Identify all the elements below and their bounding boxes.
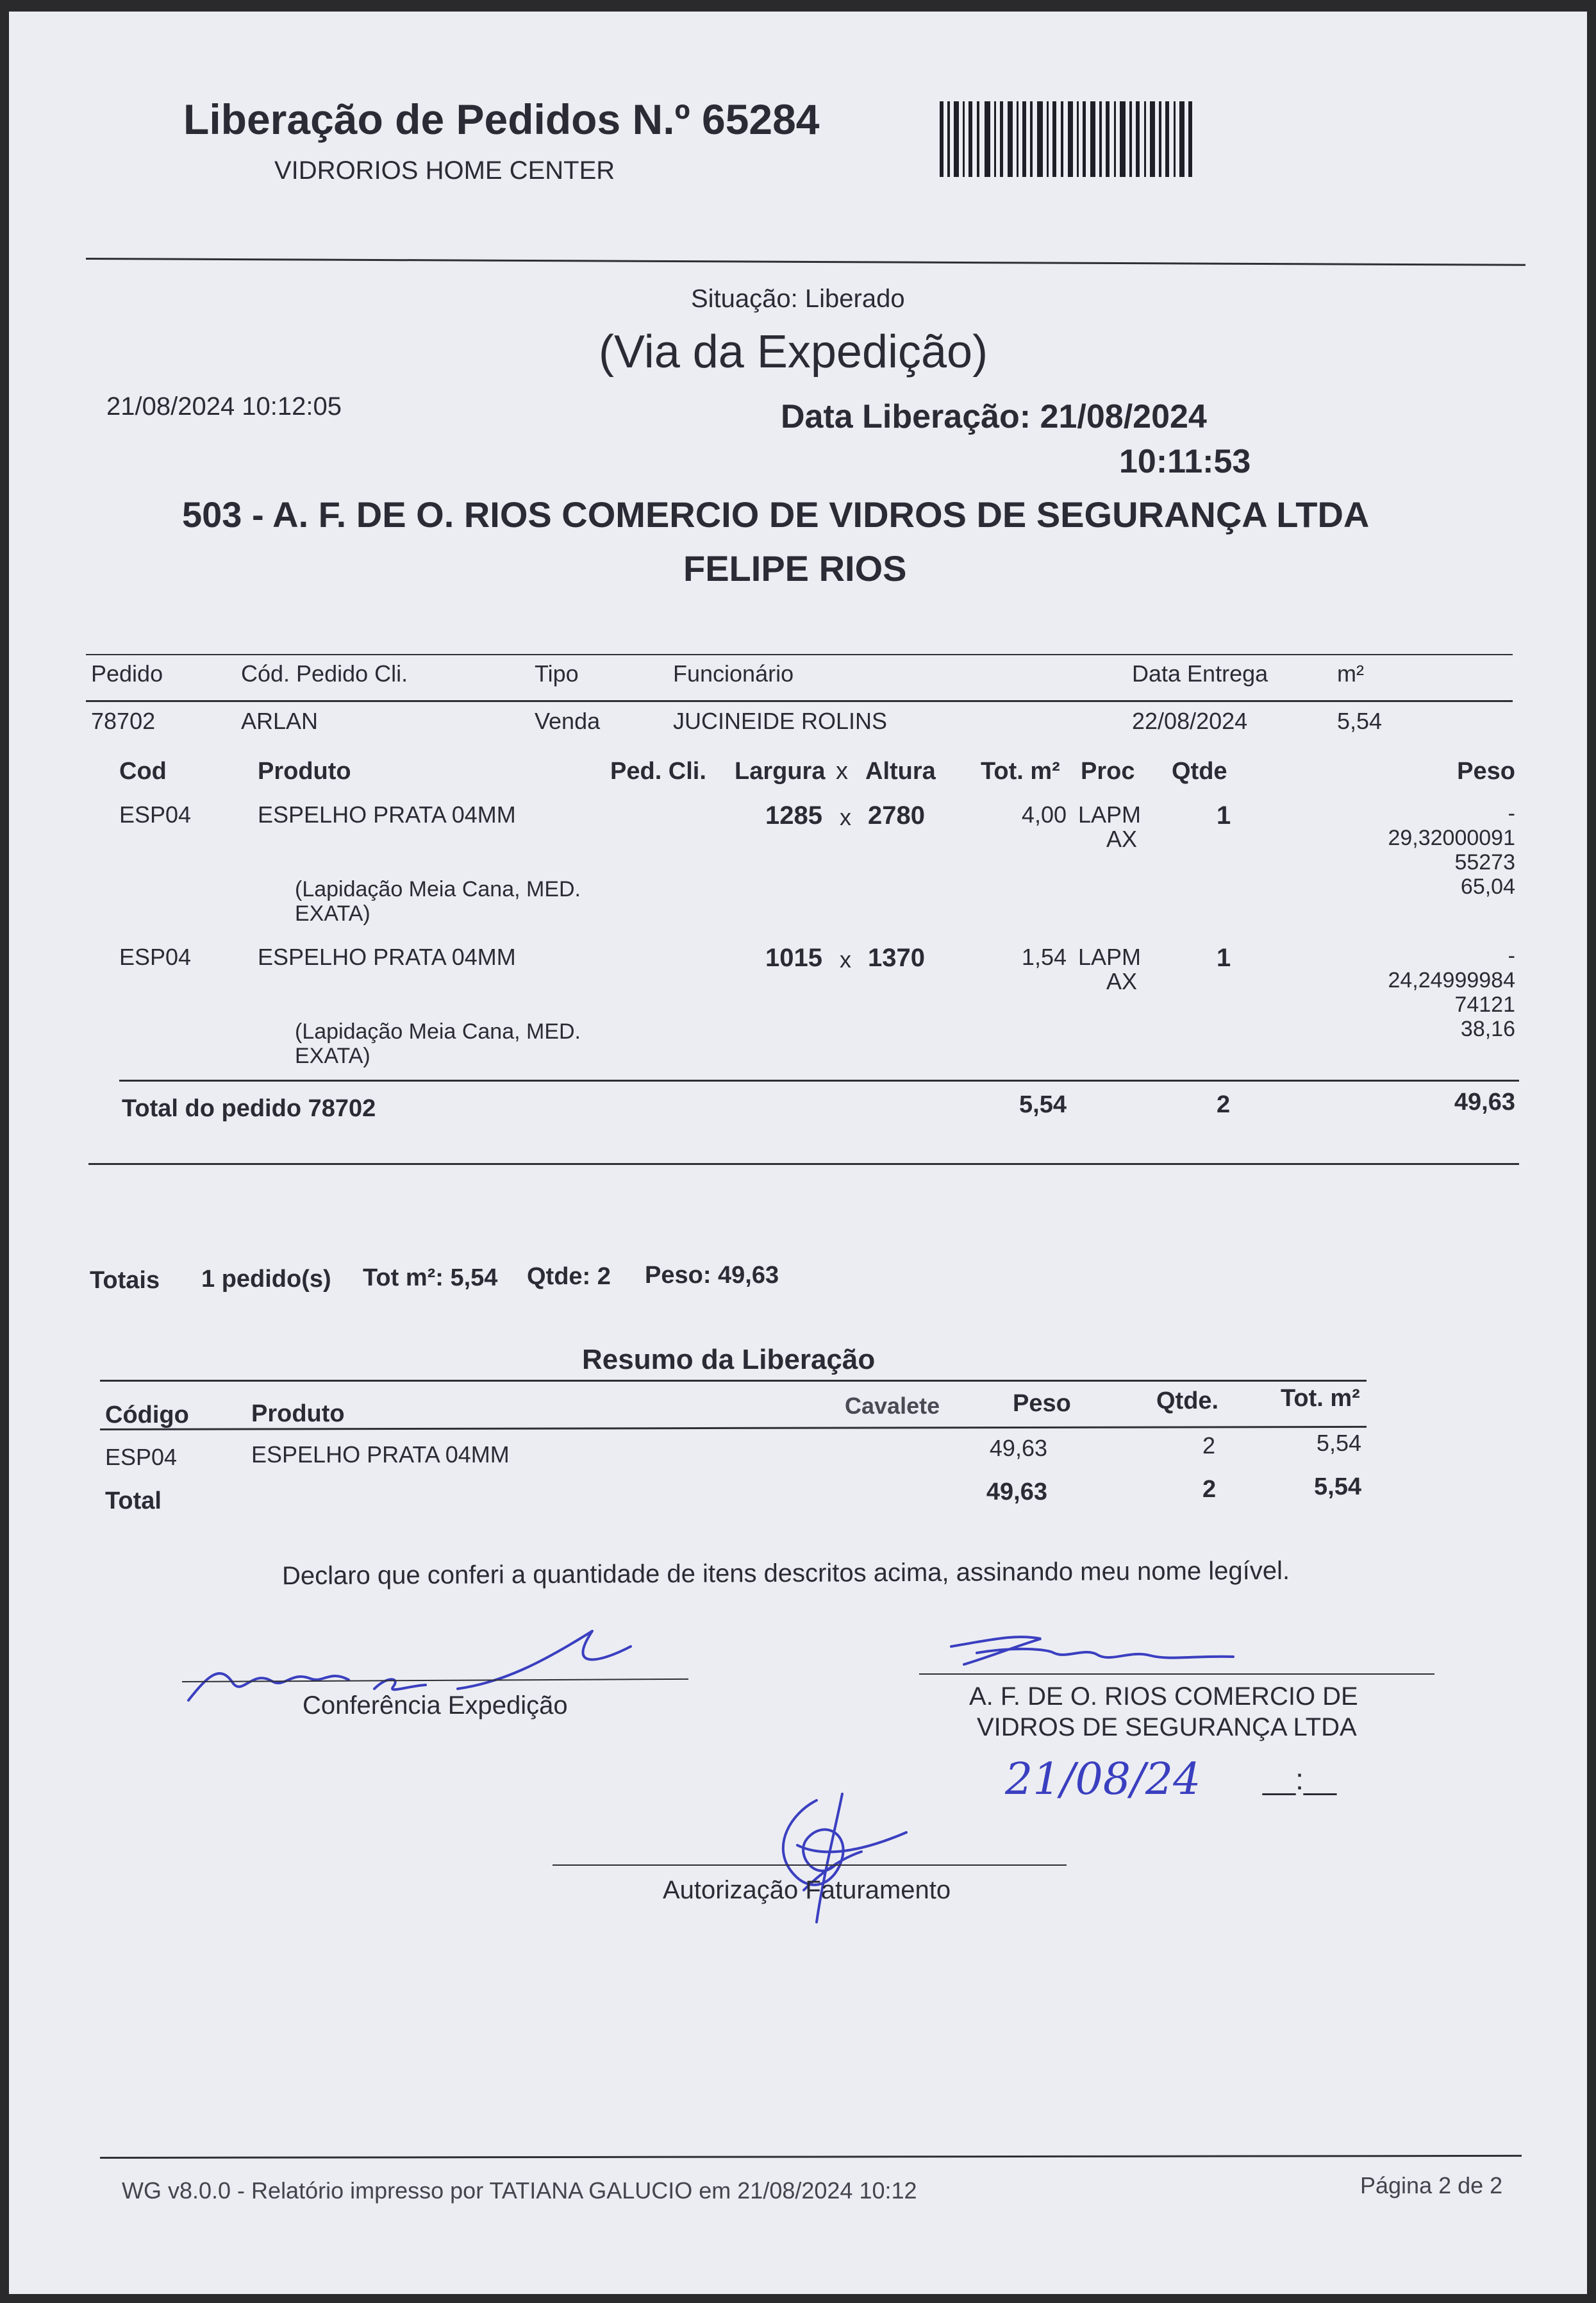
- document-page: [9, 12, 1587, 2294]
- item-qtde: 1: [1217, 944, 1231, 972]
- item-produto: ESPELHO PRATA 04MM: [258, 801, 516, 828]
- client-name-line1: A. F. DE O. RIOS COMERCIO DE: [969, 1682, 1358, 1711]
- declaration-text: Declaro que conferi a quantidade de itens descritos acima, assinando meu nome legível.: [281, 1556, 1290, 1591]
- order-total-qtde: 2: [1217, 1091, 1231, 1118]
- order-cod-cli: ARLAN: [241, 708, 319, 734]
- summary-col-peso: Peso: [1013, 1390, 1071, 1417]
- items-total-rule: [119, 1080, 1519, 1082]
- item-peso-line2: 29,32000091: [1388, 826, 1515, 850]
- item-cod: ESP04: [119, 801, 192, 828]
- totals-peso: Peso: 49,63: [645, 1262, 779, 1289]
- footer-print-info: WG v8.0.0 - Relatório impresso por TATIANA GALUCIO em 21/08/2024 10:12: [122, 2177, 917, 2204]
- items-col-qtde: Qtde: [1172, 758, 1227, 785]
- summary-total-qtde: 2: [1202, 1476, 1217, 1503]
- barcode: [940, 101, 1196, 177]
- document-title: Liberação de Pedidos N.º 65284: [183, 96, 820, 143]
- summary-col-cavalete: Cavalete: [845, 1393, 940, 1419]
- order-col-cod-cli: Cód. Pedido Cli.: [241, 660, 408, 687]
- item-peso-line3: 55273: [1454, 850, 1515, 875]
- item-largura: 1015: [765, 944, 822, 972]
- items-col-peso: Peso: [1457, 758, 1515, 785]
- signature-client: [938, 1627, 1246, 1679]
- order-total-label: Total do pedido 78702: [122, 1095, 376, 1122]
- situation-label: Situação: Liberado: [691, 285, 905, 313]
- item-tot-m2: 1,54: [1021, 944, 1067, 970]
- signature-autorizacao: [746, 1788, 913, 1935]
- via-label: (Via da Expedição): [599, 326, 988, 378]
- page-number: Página 2 de 2: [1360, 2172, 1503, 2198]
- items-col-altura: Altura: [865, 758, 936, 785]
- item-proc-cont: AX: [1106, 826, 1138, 852]
- order-col-m2: m²: [1337, 660, 1364, 687]
- print-datetime: 21/08/2024 10:12:05: [106, 392, 342, 421]
- item-note: (Lapidação Meia Cana, MED.: [295, 877, 581, 901]
- summary-tot-m2: 5,54: [1316, 1430, 1361, 1456]
- item-peso-line3: 74121: [1454, 992, 1515, 1017]
- totals-m2: Tot m²: 5,54: [363, 1264, 498, 1291]
- client-name-line2: VIDROS DE SEGURANÇA LTDA: [977, 1713, 1357, 1741]
- items-col-produto: Produto: [258, 758, 351, 785]
- order-col-tipo: Tipo: [535, 660, 579, 687]
- conferencia-label: Conferência Expedição: [303, 1691, 568, 1720]
- item-altura: 1370: [868, 944, 925, 972]
- summary-total-tot-m2: 5,54: [1314, 1473, 1361, 1500]
- order-total-peso: 49,63: [1454, 1089, 1515, 1116]
- release-date: Data Liberação: 21/08/2024: [781, 398, 1207, 435]
- item-note-cont: EXATA): [295, 901, 370, 926]
- order-m2: 5,54: [1337, 708, 1383, 734]
- item-tot-m2: 4,00: [1021, 801, 1067, 828]
- summary-codigo: ESP04: [105, 1444, 178, 1470]
- order-tipo: Venda: [535, 708, 601, 734]
- item-peso-line4: 38,16: [1460, 1017, 1515, 1041]
- items-col-x: x: [836, 758, 848, 785]
- summary-qtde: 2: [1202, 1432, 1216, 1459]
- summary-produto: ESPELHO PRATA 04MM: [251, 1441, 510, 1468]
- items-col-cod: Cod: [119, 758, 167, 785]
- summary-title: Resumo da Liberação: [582, 1344, 876, 1375]
- item-peso-line1: -: [1508, 801, 1515, 826]
- order-table-top-rule: [86, 654, 1513, 655]
- order-col-data-entrega: Data Entrega: [1132, 660, 1268, 687]
- time-blank: __:__: [1263, 1763, 1337, 1796]
- item-peso-line4: 65,04: [1460, 875, 1515, 899]
- summary-peso: 49,63: [989, 1435, 1047, 1461]
- customer-name: 503 - A. F. DE O. RIOS COMERCIO DE VIDROS DE SEGURANÇA LTDA: [182, 494, 1370, 535]
- summary-total-peso: 49,63: [986, 1478, 1047, 1505]
- items-col-tot-m2: Tot. m²: [981, 758, 1060, 785]
- footer-rule: [100, 2155, 1522, 2159]
- item-peso-line2: 24,24999984: [1388, 968, 1515, 992]
- customer-contact: FELIPE RIOS: [683, 548, 907, 589]
- item-proc-cont: AX: [1106, 968, 1138, 994]
- order-col-pedido: Pedido: [91, 660, 163, 687]
- handwritten-date: 21/08/24: [1005, 1754, 1201, 1805]
- item-proc: LAPM: [1078, 944, 1142, 970]
- totals-pedidos: 1 pedido(s): [201, 1266, 331, 1293]
- item-cod: ESP04: [119, 944, 192, 970]
- summary-col-qtde: Qtde.: [1156, 1387, 1219, 1414]
- summary-top-rule: [100, 1380, 1367, 1382]
- summary-col-tot-m2: Tot. m²: [1281, 1385, 1360, 1412]
- item-largura: 1285: [765, 801, 822, 830]
- item-qtde: 1: [1217, 801, 1231, 830]
- items-col-largura: Largura: [735, 758, 826, 785]
- items-col-proc: Proc: [1081, 758, 1135, 785]
- item-note-cont: EXATA): [295, 1044, 370, 1068]
- item-x: x: [840, 946, 851, 973]
- item-produto: ESPELHO PRATA 04MM: [258, 944, 516, 970]
- summary-col-codigo: Código: [105, 1402, 189, 1428]
- item-x: x: [840, 804, 851, 830]
- item-note: (Lapidação Meia Cana, MED.: [295, 1019, 581, 1044]
- order-total-m2: 5,54: [1019, 1091, 1067, 1118]
- header-divider: [86, 258, 1525, 266]
- totals-qtde: Qtde: 2: [527, 1263, 611, 1290]
- order-data-entrega: 22/08/2024: [1132, 708, 1248, 734]
- item-peso-line1: -: [1508, 944, 1515, 968]
- autorizacao-line: [553, 1864, 1067, 1866]
- totals-label: Totais: [90, 1267, 160, 1294]
- order-col-funcionario: Funcionário: [673, 660, 794, 687]
- order-funcionario: JUCINEIDE ROLINS: [673, 708, 888, 734]
- summary-total-label: Total: [105, 1487, 162, 1514]
- item-altura: 2780: [868, 801, 925, 830]
- company-name: VIDRORIOS HOME CENTER: [274, 156, 615, 185]
- client-signature-line: [919, 1673, 1434, 1675]
- section-divider: [88, 1163, 1519, 1165]
- order-pedido: 78702: [91, 708, 156, 734]
- summary-col-produto: Produto: [251, 1400, 345, 1427]
- order-table-header-rule: [86, 700, 1513, 702]
- items-col-ped-cli: Ped. Cli.: [610, 758, 706, 785]
- autorizacao-label: Autorização Faturamento: [663, 1876, 951, 1904]
- item-proc: LAPM: [1078, 801, 1142, 828]
- release-time: 10:11:53: [1119, 443, 1251, 480]
